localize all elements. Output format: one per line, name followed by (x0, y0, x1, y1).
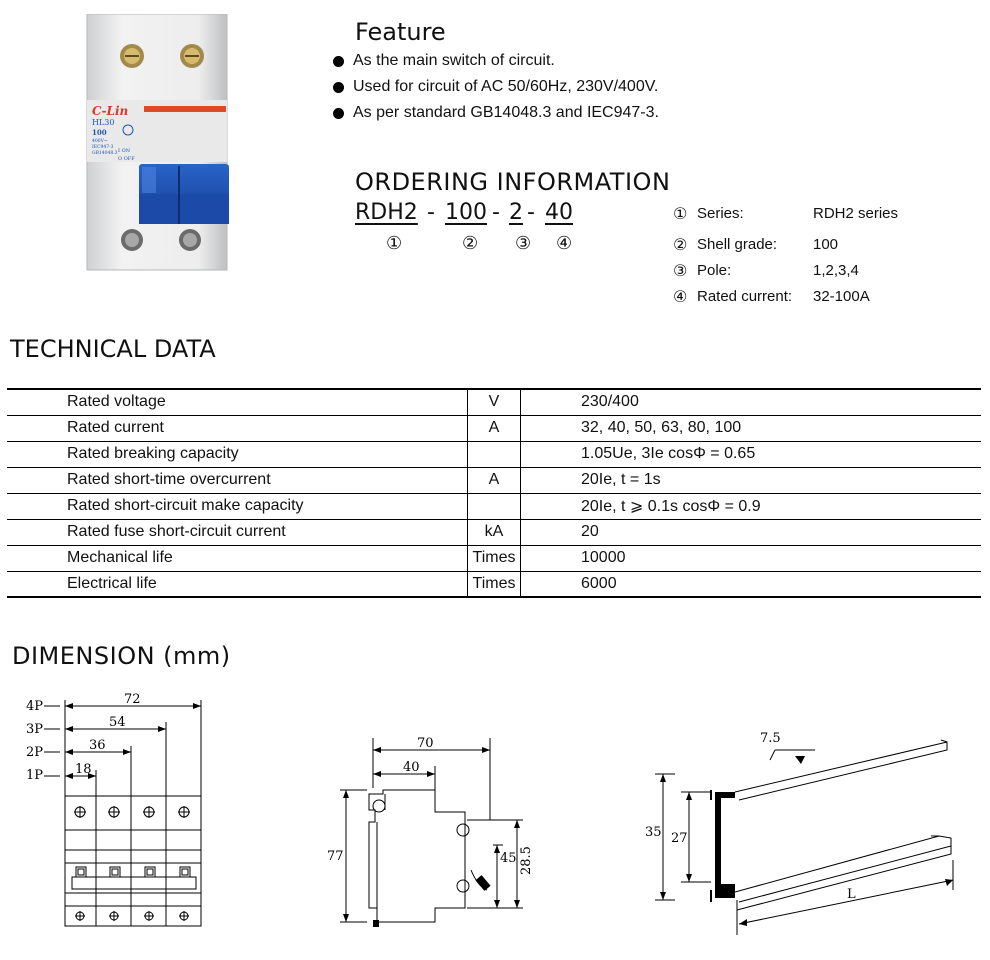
ordering-heading: ORDERING INFORMATION (355, 168, 671, 196)
dim-77: 77 (327, 849, 344, 864)
code-marker: ④ (556, 233, 573, 254)
code-marker: ① (386, 233, 403, 254)
technical-heading: TECHNICAL DATA (10, 335, 216, 363)
code-separator: - (527, 200, 535, 225)
dim-18: 18 (75, 762, 92, 777)
feature-heading: Feature (355, 18, 446, 46)
dim-l: L (847, 887, 856, 902)
table-row: Rated voltage V 230/400 (7, 389, 981, 415)
table-row: Electrical life Times 6000 (7, 571, 981, 597)
feature-item: Used for circuit of AC 50/60Hz, 230V/400V. (333, 74, 659, 100)
dim-40: 40 (403, 760, 420, 775)
photo-off-label: O OFF (118, 156, 135, 162)
bullet-icon (333, 108, 344, 119)
dim-7-5: 7.5 (760, 731, 781, 746)
dim-54: 54 (109, 715, 126, 730)
bullet-icon (333, 56, 344, 67)
dim-36: 36 (89, 738, 106, 753)
dim-72: 72 (124, 692, 141, 707)
code-marker: ③ (515, 233, 532, 254)
photo-std1: IEC947-3 (92, 145, 114, 150)
photo-rating: 100 (92, 128, 107, 137)
pole-label-4p: 4P (26, 699, 44, 714)
code-separator: - (492, 200, 500, 225)
din-rail-drawing (635, 720, 970, 945)
pole-label-2p: 2P (26, 745, 44, 760)
front-view-drawing (0, 690, 230, 940)
table-row: Rated current A 32, 40, 50, 63, 80, 100 (7, 415, 981, 441)
code-pole: 2 (509, 200, 523, 225)
photo-std2: GB14048.3 (92, 151, 118, 156)
screw-icon (120, 44, 144, 68)
dim-27: 27 (671, 831, 688, 846)
code-marker: ② (462, 233, 479, 254)
pole-label-3p: 3P (26, 722, 44, 737)
ordering-row: ① Series: RDH2 series (673, 204, 899, 223)
bullet-icon (333, 82, 344, 93)
dim-35: 35 (645, 825, 662, 840)
technical-table (7, 388, 981, 598)
code-separator: - (427, 200, 435, 225)
table-row: Rated breaking capacity 1.05Ue, 3Ie cosΦ = 0.65 (7, 441, 981, 467)
ordering-row: ② Shell grade: 100 (673, 235, 839, 254)
screw-icon (180, 44, 204, 68)
ordering-row: ④ Rated current: 32-100A (673, 287, 870, 306)
feature-list (333, 48, 659, 126)
table-row: Rated fuse short-circuit current kA 20 (7, 519, 981, 545)
dim-45: 45 (500, 851, 517, 866)
product-photo (82, 14, 258, 272)
ordering-row: ③ Pole: 1,2,3,4 (673, 261, 859, 280)
photo-on-label: I ON (118, 148, 131, 154)
dimension-heading: DIMENSION (mm) (12, 642, 231, 670)
pole-label-1p: 1P (26, 768, 44, 783)
photo-voltage: 400V~ (92, 139, 108, 144)
toggle-lever-icon (139, 164, 229, 224)
dim-70: 70 (417, 736, 434, 751)
table-row: Rated short-time overcurrent A 20Ie, t = 1s (7, 467, 981, 493)
photo-model: HL30 (92, 118, 115, 127)
side-view-drawing (325, 730, 550, 935)
code-shell-grade: 100 (445, 200, 487, 225)
code-series: RDH2 (355, 200, 418, 225)
feature-item: As per standard GB14048.3 and IEC947-3. (333, 100, 659, 126)
photo-brand: C-Lin (92, 104, 129, 118)
table-row: Rated short-circuit make capacity 20Ie, t ⩾ 0.1s cosΦ = 0.9 (7, 493, 981, 519)
feature-item: As the main switch of circuit. (333, 48, 659, 74)
dim-28-5: 28.5 (519, 846, 534, 875)
table-row: Mechanical life Times 10000 (7, 545, 981, 571)
code-current: 40 (545, 200, 573, 225)
